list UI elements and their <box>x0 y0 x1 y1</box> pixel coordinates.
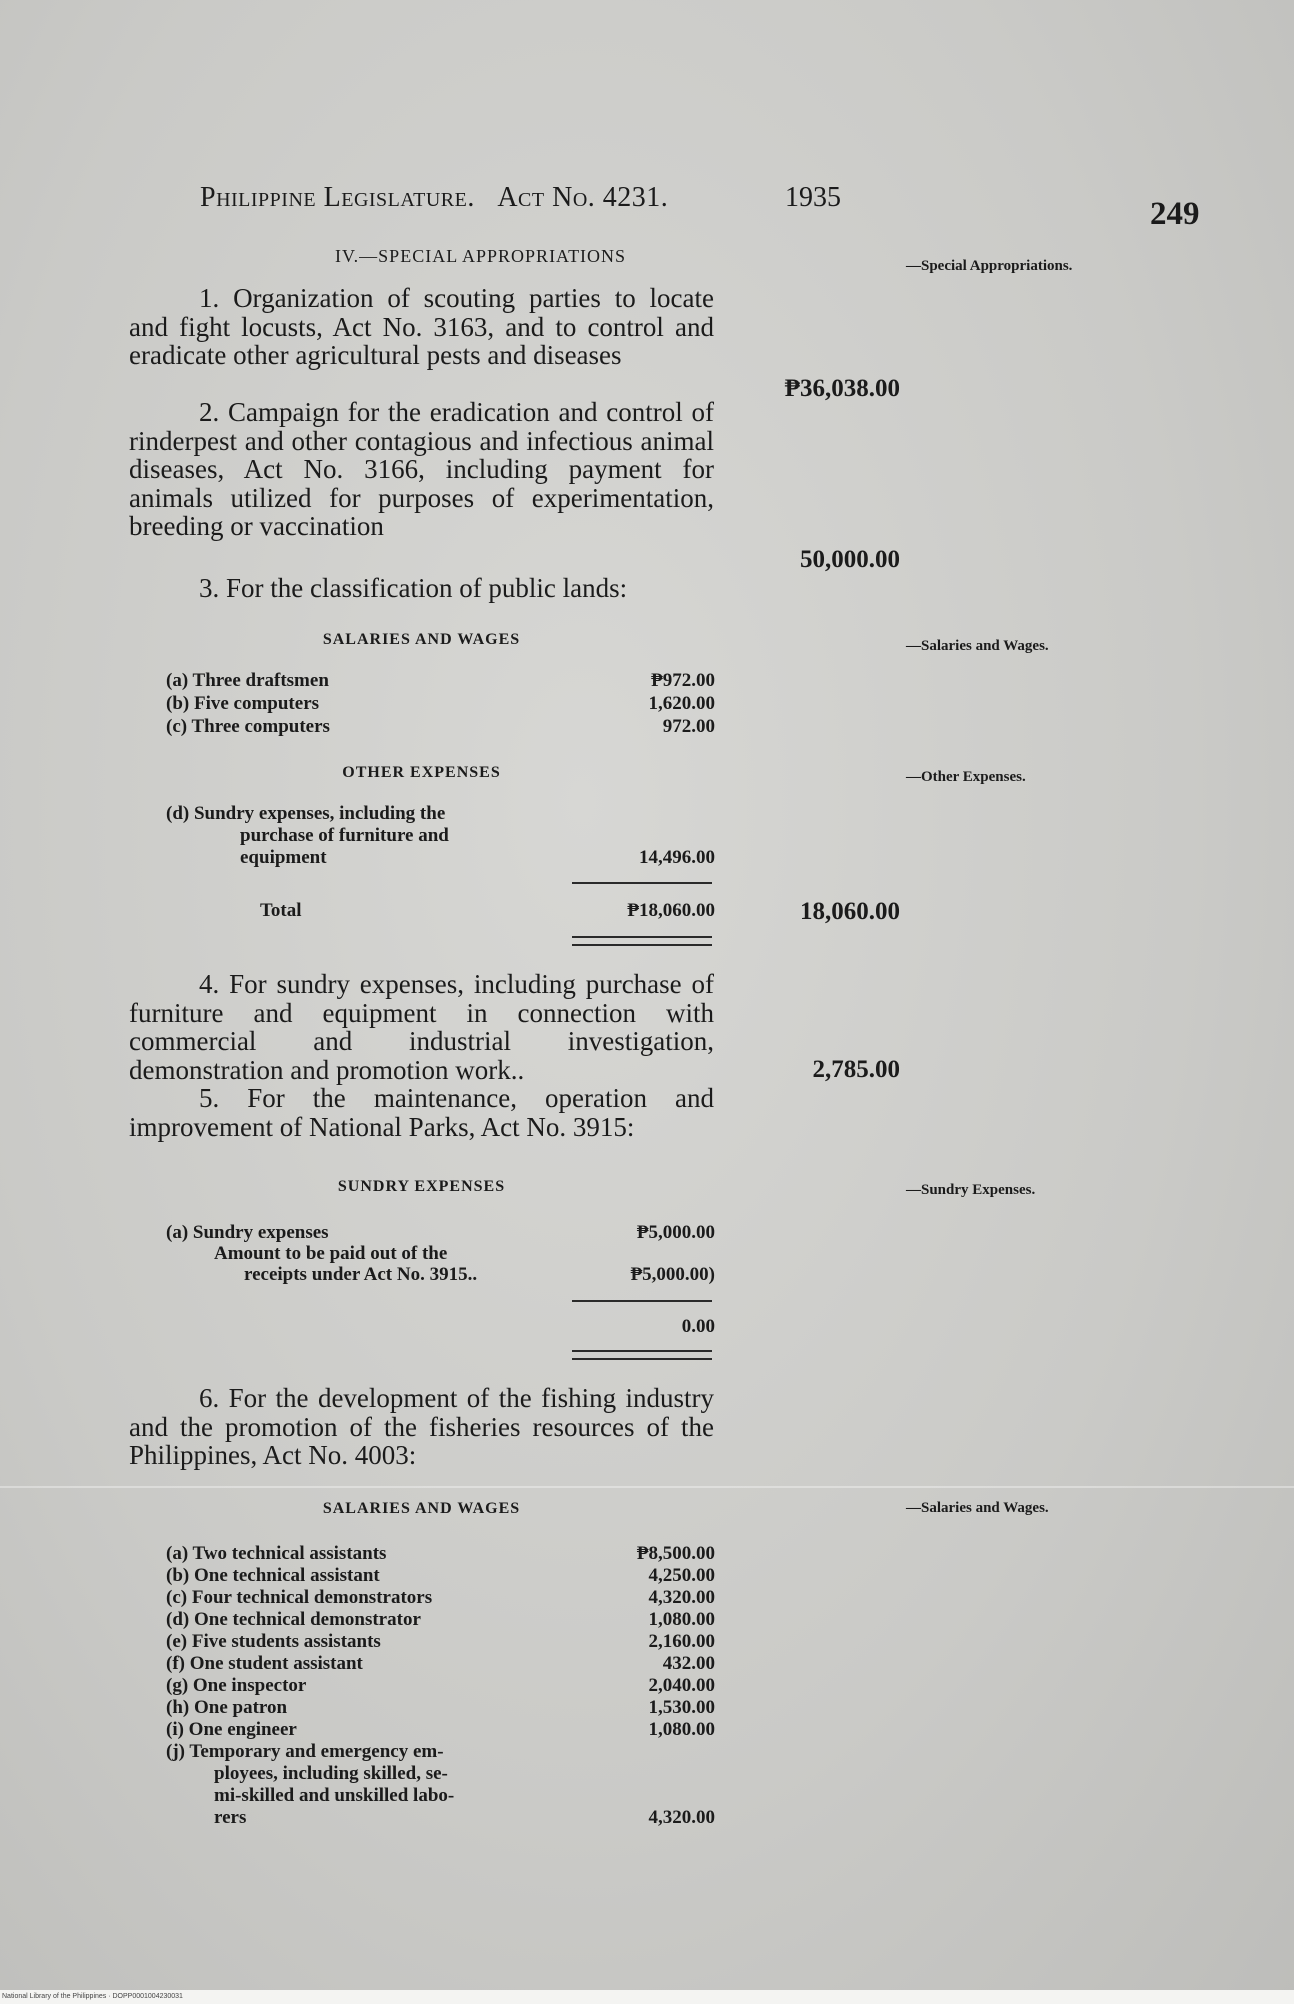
p5-net-amount: 0.00 <box>681 1316 715 1337</box>
p3-other-d-line1: (d) Sundry expenses, including the <box>166 803 446 824</box>
p3-salaries-heading: SALARIES AND WAGES <box>322 631 521 648</box>
p3-salary-b: (b) Five computers <box>166 693 320 714</box>
header-year: 1935 <box>785 182 841 213</box>
footer-strip <box>0 1990 1294 2004</box>
margin-note-salaries-1: —Salaries and Wages. <box>906 638 1049 654</box>
margin-note-sundry: —Sundry Expenses. <box>906 1182 1036 1198</box>
p3-subtotal-rule <box>572 882 712 884</box>
margin-note-special: —Special Appropriations. <box>906 258 1073 274</box>
p5-a-line1: (a) Sundry expenses <box>166 1222 329 1243</box>
p3-salary-a-amount: ₱972.00 <box>651 670 715 691</box>
header-act: Act No. 4231. <box>497 182 669 213</box>
p3-other-d-line3: equipment <box>240 847 327 868</box>
p5-a-amount: ₱5,000.00 <box>636 1222 715 1243</box>
p5-subtotal-rule <box>572 1300 712 1302</box>
p3-other-heading: OTHER EXPENSES <box>342 764 501 781</box>
p3-total-amount: 18,060.00 <box>800 898 900 925</box>
margin-note-salaries-2: —Salaries and Wages. <box>906 1500 1049 1516</box>
p5-a-line3: receipts under Act No. 3915.. <box>244 1264 478 1285</box>
running-header <box>200 182 668 214</box>
margin-note-other: —Other Expenses. <box>906 769 1026 785</box>
scan-seam <box>0 1486 1294 1488</box>
p3-salary-c-amount: 972.00 <box>662 716 715 737</box>
p5-heading: SUNDRY EXPENSES <box>337 1178 506 1195</box>
p3-total-sub: ₱18,060.00 <box>627 900 715 921</box>
p3-salary-b-amount: 1,620.00 <box>648 693 715 714</box>
p6-salary-f: (f) One student assistant <box>166 1653 363 1674</box>
p6-j-line1: (j) Temporary and emergency em- <box>166 1741 444 1762</box>
p6-salary-i-amount: 1,080.00 <box>648 1719 715 1740</box>
p6-salary-g-amount: 2,040.00 <box>648 1675 715 1696</box>
item-6-text: 6. For the development of the fishing industry and the promotion of the fisheries resources of the Philippines, Act No. 4003: <box>129 1383 714 1470</box>
item-2-text: 2. Campaign for the eradication and control of rinderpest and other contagious and infectious animal diseases, Act No. 3166, including payment for animals utilized for purposes of experimentation, breeding or vaccination <box>129 397 714 541</box>
p6-salary-g: (g) One inspector <box>166 1675 307 1696</box>
p5-double-rule <box>572 1350 712 1360</box>
p6-j-amount: 4,320.00 <box>648 1807 715 1828</box>
p3-other-d-amount: 14,496.00 <box>639 847 715 868</box>
p6-salary-d-amount: 1,080.00 <box>648 1609 715 1630</box>
item-4-text: 4. For sundry expenses, including purchase of furniture and equipment in connection with commercial and industrial investigation, demonstration and promotion work.. <box>129 969 714 1085</box>
item-1-amount: ₱36,038.00 <box>784 375 900 402</box>
page-number: 249 <box>1150 196 1200 232</box>
p6-salary-b-amount: 4,250.00 <box>648 1565 715 1586</box>
p6-salary-i: (i) One engineer <box>166 1719 297 1740</box>
p3-total-double-rule <box>572 936 712 946</box>
p3-salary-c: (c) Three computers <box>166 716 330 737</box>
p6-salary-c-amount: 4,320.00 <box>648 1587 715 1608</box>
footer-text: National Library of the Philippines · DOPP0001004230031 <box>2 1993 183 2000</box>
item-2-amount: 50,000.00 <box>800 546 900 573</box>
p6-j-line4: rers <box>214 1807 247 1828</box>
p6-salary-h: (h) One patron <box>166 1697 288 1718</box>
p3-salary-a: (a) Three draftsmen <box>166 670 329 691</box>
p6-salary-a-amount: ₱8,500.00 <box>636 1543 715 1564</box>
p3-total-label: Total <box>260 900 302 921</box>
header-legislature: Philippine Legislature. <box>200 182 475 213</box>
p6-salary-c: (c) Four technical demonstrators <box>166 1587 433 1608</box>
item-5-text: 5. For the maintenance, operation and improvement of National Parks, Act No. 3915: <box>129 1083 714 1142</box>
p6-salary-f-amount: 432.00 <box>662 1653 715 1674</box>
item-3-text: 3. For the classification of public lands: <box>199 573 628 603</box>
p6-heading: SALARIES AND WAGES <box>322 1500 521 1517</box>
item-4-amount: 2,785.00 <box>812 1056 900 1083</box>
p6-j-line2: ployees, including skilled, se- <box>214 1763 448 1784</box>
section-title: IV.—SPECIAL APPROPRIATIONS <box>335 246 627 266</box>
p5-receipts-amount: ₱5,000.00) <box>630 1264 715 1285</box>
p6-salary-h-amount: 1,530.00 <box>648 1697 715 1718</box>
p3-other-d-line2: purchase of furniture and <box>240 825 449 846</box>
p6-salary-e: (e) Five students assistants <box>166 1631 381 1652</box>
p5-a-line2: Amount to be paid out of the <box>214 1243 448 1264</box>
item-1-text: 1. Organization of scouting parties to locate and fight locusts, Act No. 3163, and to control and eradicate other agricultural pests and diseases <box>129 283 714 370</box>
p6-salary-e-amount: 2,160.00 <box>648 1631 715 1652</box>
p6-salary-d: (d) One technical demonstrator <box>166 1609 421 1630</box>
p6-j-line3: mi-skilled and unskilled labo- <box>214 1785 455 1806</box>
p6-salary-b: (b) One technical assistant <box>166 1565 380 1586</box>
p6-salary-a: (a) Two technical assistants <box>166 1543 387 1564</box>
